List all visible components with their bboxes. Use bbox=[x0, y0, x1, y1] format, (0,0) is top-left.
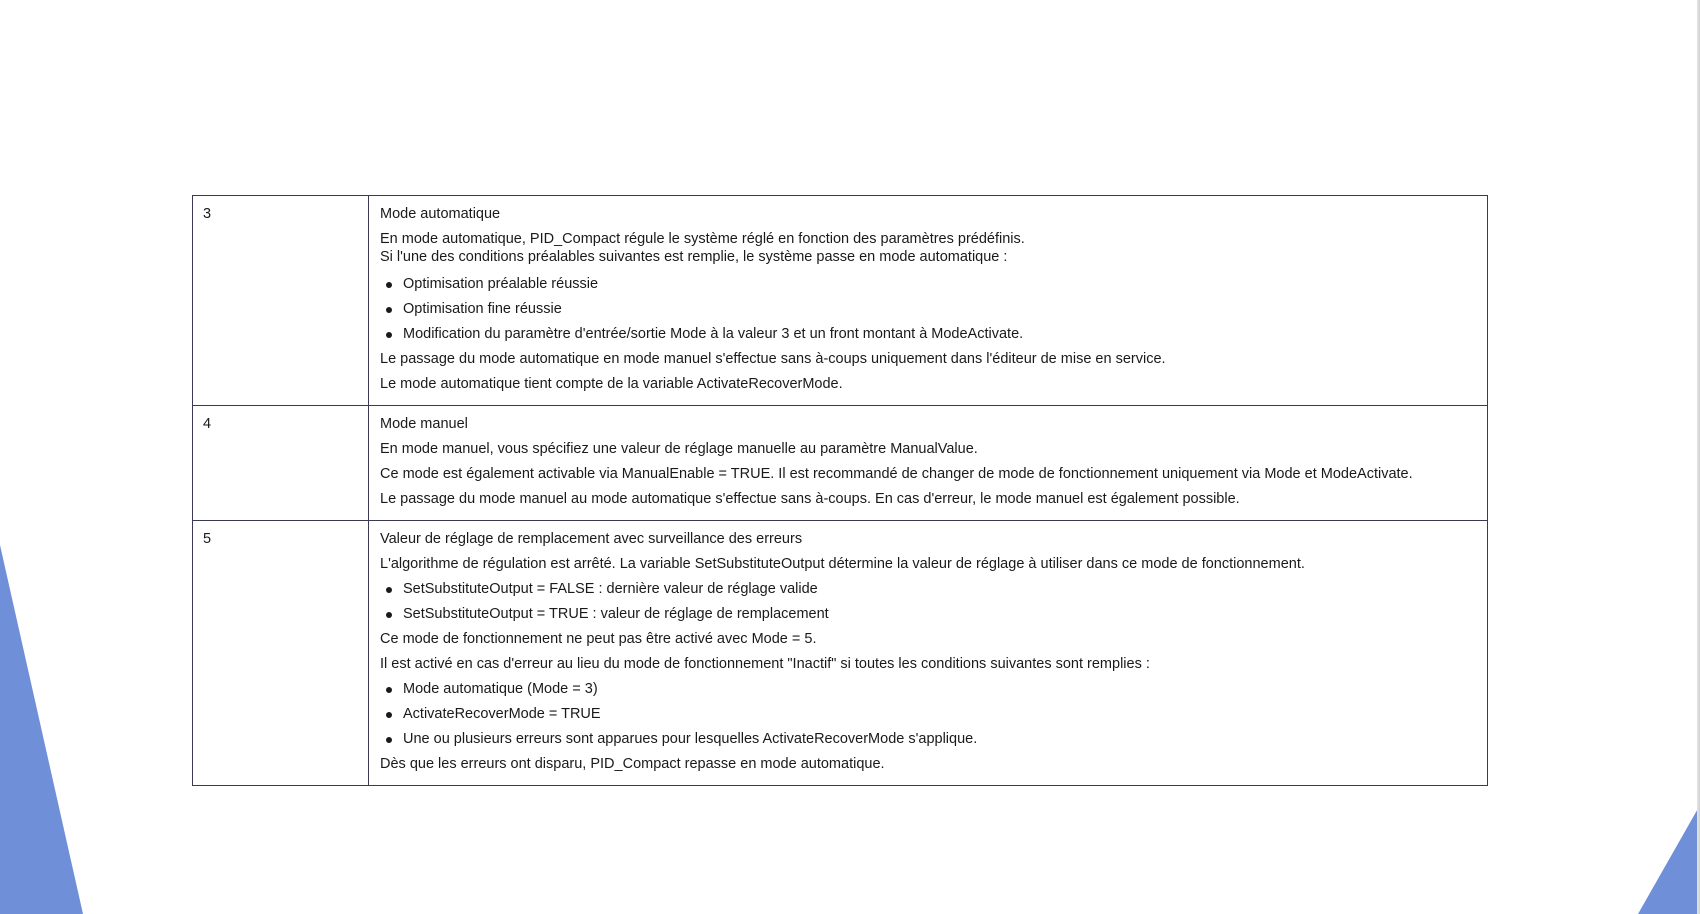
description-line: En mode automatique, PID_Compact régule le système réglé en fonction des paramètres prédéfinis. bbox=[380, 231, 1025, 247]
description-line: Si l'une des conditions préalables suivantes est remplie, le système passe en mode automatique : bbox=[380, 249, 1008, 265]
list-item bbox=[380, 272, 1476, 297]
list-item-text: ActivateRecoverMode = TRUE bbox=[403, 706, 601, 722]
description-line: Le passage du mode manuel au mode automatique s'effectue sans à-coups. En cas d'erreur, le mode manuel est également possible. bbox=[380, 491, 1240, 507]
conditions-list bbox=[380, 272, 1476, 347]
list-item-text: Mode automatique (Mode = 3) bbox=[403, 681, 598, 697]
mode-description-cell bbox=[369, 406, 1488, 521]
bullet-icon bbox=[386, 307, 392, 313]
mode-title: Valeur de réglage de remplacement avec surveillance des erreurs bbox=[380, 531, 803, 547]
bullet-icon bbox=[386, 712, 392, 718]
bullet-icon bbox=[386, 687, 392, 693]
mode-number: 4 bbox=[203, 416, 212, 432]
table-row bbox=[193, 521, 1488, 786]
list-item bbox=[380, 702, 1476, 727]
table-row bbox=[193, 406, 1488, 521]
list-item bbox=[380, 322, 1476, 347]
description-line: En mode manuel, vous spécifiez une valeur de réglage manuelle au paramètre ManualValue. bbox=[380, 441, 978, 457]
description-line: Le mode automatique tient compte de la variable ActivateRecoverMode. bbox=[380, 376, 843, 392]
list-item-text: Une ou plusieurs erreurs sont apparues pour lesquelles ActivateRecoverMode s'applique. bbox=[403, 731, 978, 747]
mode-number: 5 bbox=[203, 531, 212, 547]
mode-number-cell bbox=[193, 196, 369, 406]
list-item-text: SetSubstituteOutput = TRUE : valeur de réglage de remplacement bbox=[403, 606, 829, 622]
mode-description-cell bbox=[369, 521, 1488, 786]
list-item-text: Optimisation préalable réussie bbox=[403, 276, 599, 292]
list-item bbox=[380, 602, 1476, 627]
description-line: Ce mode de fonctionnement ne peut pas être activé avec Mode = 5. bbox=[380, 631, 817, 647]
mode-title: Mode manuel bbox=[380, 416, 468, 432]
conditions-list bbox=[380, 677, 1476, 752]
operating-modes-table-container bbox=[192, 195, 1488, 786]
mode-number-cell bbox=[193, 521, 369, 786]
list-item bbox=[380, 677, 1476, 702]
bullet-icon bbox=[386, 332, 392, 338]
description-line: Il est activé en cas d'erreur au lieu du mode de fonctionnement "Inactif" si toutes les conditions suivantes sont remplies : bbox=[380, 656, 1150, 672]
bullet-icon bbox=[386, 737, 392, 743]
bullet-icon bbox=[386, 612, 392, 618]
table-row bbox=[193, 196, 1488, 406]
list-item bbox=[380, 727, 1476, 752]
mode-number: 3 bbox=[203, 206, 212, 222]
substitute-output-list bbox=[380, 577, 1476, 627]
description-line: Le passage du mode automatique en mode manuel s'effectue sans à-coups uniquement dans l'éditeur de mise en service. bbox=[380, 351, 1166, 367]
mode-title: Mode automatique bbox=[380, 206, 501, 222]
operating-modes-table bbox=[192, 195, 1488, 786]
description-line: Ce mode est également activable via ManualEnable = TRUE. Il est recommandé de changer de mode de fonctionnement uniquement via Mode et ModeActivate. bbox=[380, 466, 1413, 482]
list-item-text: Optimisation fine réussie bbox=[403, 301, 562, 317]
mode-description-cell bbox=[369, 196, 1488, 406]
description-line: Dès que les erreurs ont disparu, PID_Compact repasse en mode automatique. bbox=[380, 756, 885, 772]
mode-number-cell bbox=[193, 406, 369, 521]
list-item bbox=[380, 297, 1476, 322]
list-item-text: Modification du paramètre d'entrée/sortie Mode à la valeur 3 et un front montant à ModeActivate. bbox=[403, 326, 1024, 342]
list-item-text: SetSubstituteOutput = FALSE : dernière valeur de réglage valide bbox=[403, 581, 818, 597]
list-item bbox=[380, 577, 1476, 602]
bullet-icon bbox=[386, 587, 392, 593]
description-line: L'algorithme de régulation est arrêté. La variable SetSubstituteOutput détermine la valeur de réglage à utiliser dans ce mode de fonctionnement. bbox=[380, 556, 1305, 572]
bullet-icon bbox=[386, 282, 392, 288]
